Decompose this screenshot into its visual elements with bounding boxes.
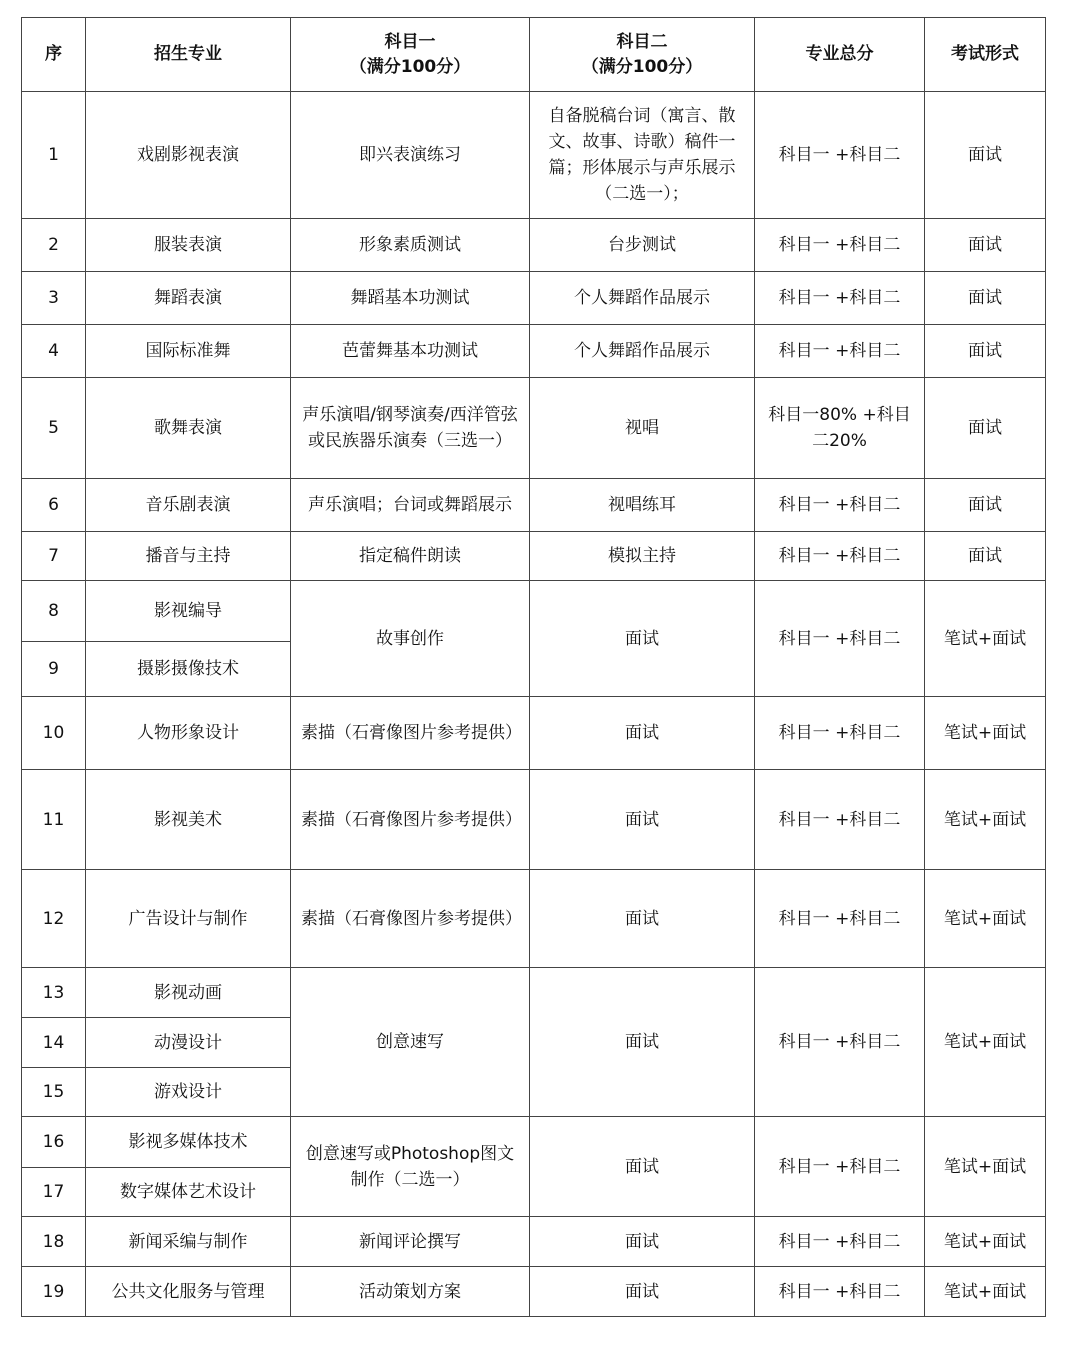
cell-total: 科目一 +科目二 — [755, 1267, 925, 1317]
cell-subject2: 面试 — [530, 1117, 755, 1217]
cell-total: 科目一 +科目二 — [755, 770, 925, 870]
cell-major: 广告设计与制作 — [86, 870, 291, 968]
header-total: 专业总分 — [755, 18, 925, 92]
cell-total: 科目一 +科目二 — [755, 1217, 925, 1267]
cell-subject1: 创意速写或Photoshop图文制作（二选一） — [291, 1117, 530, 1217]
cell-form: 面试 — [925, 92, 1046, 219]
cell-subject2: 个人舞蹈作品展示 — [530, 272, 755, 325]
cell-major: 舞蹈表演 — [86, 272, 291, 325]
cell-subject1: 素描（石膏像图片参考提供） — [291, 770, 530, 870]
admission-table — [21, 17, 1046, 1317]
cell-subject2: 面试 — [530, 870, 755, 968]
table-row — [22, 92, 1046, 219]
table-row — [22, 1117, 1046, 1168]
cell-subject1: 指定稿件朗读 — [291, 532, 530, 581]
cell-subject1: 形象素质测试 — [291, 219, 530, 272]
cell-form: 面试 — [925, 325, 1046, 378]
cell-form: 面试 — [925, 272, 1046, 325]
cell-total: 科目一 +科目二 — [755, 697, 925, 770]
cell-no: 8 — [22, 581, 86, 642]
table-row — [22, 378, 1046, 479]
cell-total: 科目一 +科目二 — [755, 92, 925, 219]
cell-major: 国际标准舞 — [86, 325, 291, 378]
cell-major: 影视美术 — [86, 770, 291, 870]
cell-no: 7 — [22, 532, 86, 581]
cell-subject2: 面试 — [530, 697, 755, 770]
table-row — [22, 1267, 1046, 1317]
cell-no: 9 — [22, 642, 86, 697]
cell-major: 播音与主持 — [86, 532, 291, 581]
header-subject1-title: 科目一 — [384, 31, 436, 52]
cell-subject2: 面试 — [530, 581, 755, 697]
header-subject2 — [530, 18, 755, 92]
cell-total: 科目一 +科目二 — [755, 272, 925, 325]
cell-subject1: 故事创作 — [291, 581, 530, 697]
table-row — [22, 697, 1046, 770]
cell-form: 笔试+面试 — [925, 1217, 1046, 1267]
cell-total: 科目一 +科目二 — [755, 968, 925, 1117]
cell-no: 19 — [22, 1267, 86, 1317]
cell-total: 科目一 +科目二 — [755, 219, 925, 272]
table-row — [22, 272, 1046, 325]
header-subject1 — [291, 18, 530, 92]
cell-major: 动漫设计 — [86, 1018, 291, 1068]
cell-no: 14 — [22, 1018, 86, 1068]
cell-form: 面试 — [925, 219, 1046, 272]
cell-subject2: 面试 — [530, 1267, 755, 1317]
table-wrapper — [21, 17, 1046, 1317]
cell-major: 歌舞表演 — [86, 378, 291, 479]
cell-form: 笔试+面试 — [925, 581, 1046, 697]
cell-no: 18 — [22, 1217, 86, 1267]
cell-total: 科目一 +科目二 — [755, 581, 925, 697]
cell-major: 公共文化服务与管理 — [86, 1267, 291, 1317]
cell-form: 笔试+面试 — [925, 968, 1046, 1117]
table-row — [22, 968, 1046, 1018]
cell-no: 1 — [22, 92, 86, 219]
cell-form: 笔试+面试 — [925, 1267, 1046, 1317]
cell-no: 13 — [22, 968, 86, 1018]
table-row — [22, 1217, 1046, 1267]
table-row — [22, 532, 1046, 581]
cell-form: 面试 — [925, 479, 1046, 532]
header-no: 序 — [22, 18, 86, 92]
cell-no: 2 — [22, 219, 86, 272]
cell-subject2: 个人舞蹈作品展示 — [530, 325, 755, 378]
cell-subject2: 面试 — [530, 1217, 755, 1267]
cell-no: 3 — [22, 272, 86, 325]
cell-form: 笔试+面试 — [925, 697, 1046, 770]
cell-subject1: 声乐演唱；台词或舞蹈展示 — [291, 479, 530, 532]
table-row — [22, 325, 1046, 378]
cell-subject1: 芭蕾舞基本功测试 — [291, 325, 530, 378]
cell-major: 影视编导 — [86, 581, 291, 642]
table-row — [22, 870, 1046, 968]
cell-subject2: 视唱 — [530, 378, 755, 479]
cell-subject2: 模拟主持 — [530, 532, 755, 581]
cell-total: 科目一 +科目二 — [755, 870, 925, 968]
cell-no: 10 — [22, 697, 86, 770]
cell-no: 11 — [22, 770, 86, 870]
header-row — [22, 18, 1046, 92]
cell-subject1: 声乐演唱/钢琴演奏/西洋管弦或民族器乐演奏（三选一） — [291, 378, 530, 479]
header-subject2-title: 科目二 — [616, 31, 668, 52]
cell-no: 6 — [22, 479, 86, 532]
cell-subject1: 素描（石膏像图片参考提供） — [291, 697, 530, 770]
header-major: 招生专业 — [86, 18, 291, 92]
cell-no: 16 — [22, 1117, 86, 1168]
cell-subject2: 视唱练耳 — [530, 479, 755, 532]
cell-total: 科目一 +科目二 — [755, 325, 925, 378]
cell-major: 新闻采编与制作 — [86, 1217, 291, 1267]
cell-major: 摄影摄像技术 — [86, 642, 291, 697]
cell-subject2: 台步测试 — [530, 219, 755, 272]
cell-subject1: 活动策划方案 — [291, 1267, 530, 1317]
cell-form: 笔试+面试 — [925, 870, 1046, 968]
cell-form: 面试 — [925, 532, 1046, 581]
header-subject1-sub: （满分100分） — [349, 56, 471, 77]
cell-subject2: 面试 — [530, 770, 755, 870]
cell-form: 笔试+面试 — [925, 770, 1046, 870]
table-row — [22, 581, 1046, 642]
cell-total: 科目一80% +科目二20% — [755, 378, 925, 479]
cell-subject1: 舞蹈基本功测试 — [291, 272, 530, 325]
cell-total: 科目一 +科目二 — [755, 479, 925, 532]
cell-no: 17 — [22, 1168, 86, 1217]
cell-major: 戏剧影视表演 — [86, 92, 291, 219]
cell-subject1: 素描（石膏像图片参考提供） — [291, 870, 530, 968]
cell-major: 游戏设计 — [86, 1068, 291, 1117]
header-subject2-sub: （满分100分） — [581, 56, 703, 77]
cell-major: 影视动画 — [86, 968, 291, 1018]
cell-no: 15 — [22, 1068, 86, 1117]
cell-form: 笔试+面试 — [925, 1117, 1046, 1217]
cell-subject1: 新闻评论撰写 — [291, 1217, 530, 1267]
table-row — [22, 770, 1046, 870]
cell-no: 4 — [22, 325, 86, 378]
cell-subject2: 自备脱稿台词（寓言、散文、故事、诗歌）稿件一篇；形体展示与声乐展示（二选一）； — [530, 92, 755, 219]
table-row — [22, 479, 1046, 532]
cell-subject2: 面试 — [530, 968, 755, 1117]
cell-no: 12 — [22, 870, 86, 968]
cell-major: 数字媒体艺术设计 — [86, 1168, 291, 1217]
cell-subject1: 即兴表演练习 — [291, 92, 530, 219]
cell-subject1: 创意速写 — [291, 968, 530, 1117]
cell-major: 影视多媒体技术 — [86, 1117, 291, 1168]
cell-total: 科目一 +科目二 — [755, 1117, 925, 1217]
header-form: 考试形式 — [925, 18, 1046, 92]
cell-major: 人物形象设计 — [86, 697, 291, 770]
table-row — [22, 219, 1046, 272]
cell-major: 音乐剧表演 — [86, 479, 291, 532]
cell-no: 5 — [22, 378, 86, 479]
cell-form: 面试 — [925, 378, 1046, 479]
cell-major: 服装表演 — [86, 219, 291, 272]
cell-total: 科目一 +科目二 — [755, 532, 925, 581]
